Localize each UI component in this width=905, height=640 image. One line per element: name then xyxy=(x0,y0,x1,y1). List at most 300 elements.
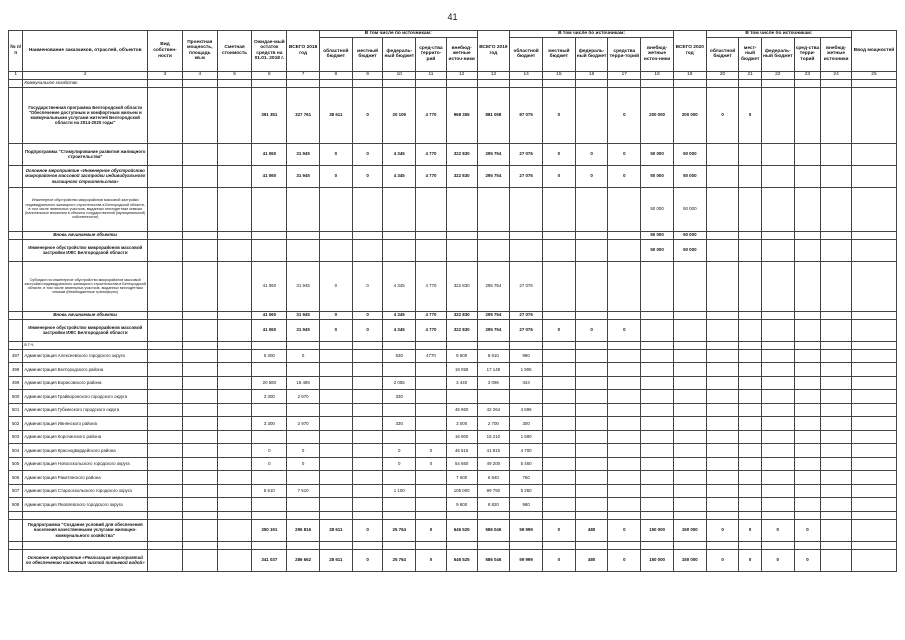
header-sources-2020: В том числе по источникам: xyxy=(706,31,851,38)
cell-value: 0 xyxy=(352,549,383,571)
cell-value xyxy=(794,390,821,404)
cell-value xyxy=(416,79,447,87)
cell-value: 31 945 xyxy=(287,143,320,165)
cell-value xyxy=(821,349,852,363)
cell-value: 20 580 xyxy=(252,376,287,390)
cell-value xyxy=(761,349,794,363)
cell-value xyxy=(739,376,762,390)
row-number xyxy=(9,87,23,143)
cell-value: 1 906 xyxy=(510,363,543,377)
cell-value xyxy=(252,231,287,239)
cell-value xyxy=(706,484,739,498)
cell-value xyxy=(851,143,896,165)
table-row xyxy=(9,87,897,143)
column-number: 7 xyxy=(287,71,320,79)
cell-value xyxy=(761,390,794,404)
cell-value xyxy=(739,484,762,498)
cell-value: 59 999 xyxy=(510,549,543,571)
column-number: 5 xyxy=(217,71,252,79)
cell-value: 322 830 xyxy=(446,143,477,165)
cell-value xyxy=(182,403,217,417)
cell-value: 0 xyxy=(706,519,739,541)
cell-value: 27 076 xyxy=(510,165,543,187)
cell-value xyxy=(352,471,383,485)
cell-value xyxy=(673,79,706,87)
cell-value: 15 210 xyxy=(477,430,510,444)
cell-value xyxy=(182,471,217,485)
cell-value xyxy=(319,430,352,444)
cell-value xyxy=(446,239,477,261)
header-regional: областной бюджет xyxy=(319,37,352,71)
cell-value xyxy=(182,165,217,187)
cell-value xyxy=(252,403,287,417)
cell-value xyxy=(821,430,852,444)
cell-value: 0 xyxy=(352,261,383,311)
row-number xyxy=(9,261,23,311)
row-name: Государственная программа Белгородской области "Обеспечение доступным и комфортным жильем и коммунальными услугами жителей Белгородской области на 2014-2020 годы" xyxy=(23,87,148,143)
cell-value xyxy=(148,471,183,485)
cell-value xyxy=(383,430,416,444)
cell-value xyxy=(739,165,762,187)
cell-value xyxy=(252,187,287,231)
row-number: 505 xyxy=(9,457,23,471)
cell-value xyxy=(217,376,252,390)
cell-value xyxy=(446,511,477,519)
cell-value: 87 075 xyxy=(510,87,543,143)
cell-value xyxy=(794,484,821,498)
cell-value xyxy=(608,363,641,377)
cell-value xyxy=(851,484,896,498)
column-number: 16 xyxy=(575,71,608,79)
cell-value xyxy=(761,165,794,187)
table-row xyxy=(9,341,897,349)
cell-value xyxy=(182,519,217,541)
cell-value: 4 770 xyxy=(416,311,447,319)
cell-value xyxy=(821,403,852,417)
cell-value: 31 945 xyxy=(287,261,320,311)
cell-value xyxy=(821,239,852,261)
cell-value xyxy=(821,519,852,541)
row-name xyxy=(23,541,148,549)
row-number xyxy=(9,541,23,549)
cell-value: 0 xyxy=(608,519,641,541)
header-federal: федераль-ный бюджет xyxy=(383,37,416,71)
header-offbudget: внебюд-жетные источ-ники xyxy=(446,37,477,71)
cell-value xyxy=(739,471,762,485)
cell-value xyxy=(761,541,794,549)
cell-value xyxy=(641,403,674,417)
header-capacity: Проектная мощность, площадь кв.м xyxy=(182,31,217,72)
cell-value xyxy=(851,239,896,261)
cell-value xyxy=(319,341,352,349)
cell-value xyxy=(287,239,320,261)
cell-value xyxy=(608,261,641,311)
table-row xyxy=(9,349,897,363)
cell-value xyxy=(217,165,252,187)
cell-value xyxy=(761,511,794,519)
cell-value: 28 611 xyxy=(319,549,352,571)
cell-value xyxy=(416,187,447,231)
cell-value xyxy=(608,498,641,512)
cell-value xyxy=(794,403,821,417)
cell-value xyxy=(794,87,821,143)
cell-value: 50 000 xyxy=(641,239,674,261)
cell-value xyxy=(477,79,510,87)
cell-value xyxy=(706,363,739,377)
cell-value xyxy=(851,349,896,363)
cell-value: 16 900 xyxy=(446,430,477,444)
header-federal: федераль-ный бюджет xyxy=(761,37,794,71)
cell-value xyxy=(739,349,762,363)
row-number: 498 xyxy=(9,363,23,377)
cell-value: 586 046 xyxy=(477,519,510,541)
cell-value xyxy=(821,511,852,519)
header-num: № п/п xyxy=(9,31,23,72)
column-number: 1 xyxy=(9,71,23,79)
cell-value xyxy=(383,403,416,417)
cell-value xyxy=(851,444,896,458)
cell-value: 2 055 xyxy=(383,376,416,390)
cell-value xyxy=(287,471,320,485)
cell-value: 0 xyxy=(287,457,320,471)
cell-value: 0 xyxy=(542,87,575,143)
cell-value: 0 xyxy=(383,444,416,458)
cell-value xyxy=(352,444,383,458)
row-name: Вновь начинаемые объекты xyxy=(23,311,148,319)
cell-value xyxy=(673,444,706,458)
row-name: Инженерное обустройство микрорайонов массовой застройки ИЖС Белгородской области xyxy=(23,239,148,261)
cell-value xyxy=(148,519,183,541)
cell-value xyxy=(287,79,320,87)
cell-value xyxy=(851,319,896,341)
cell-value xyxy=(542,79,575,87)
cell-value xyxy=(182,311,217,319)
cell-value xyxy=(673,363,706,377)
column-numbers-row xyxy=(9,71,897,79)
cell-value xyxy=(794,187,821,231)
cell-value xyxy=(217,319,252,341)
cell-value xyxy=(821,363,852,377)
cell-value xyxy=(706,417,739,431)
cell-value xyxy=(739,390,762,404)
cell-value xyxy=(706,79,739,87)
cell-value: 530 xyxy=(383,349,416,363)
row-name: Подпрограмма "Стимулирование развития жилищного строительства" xyxy=(23,143,148,165)
cell-value xyxy=(477,390,510,404)
cell-value xyxy=(319,403,352,417)
cell-value xyxy=(821,143,852,165)
cell-value xyxy=(182,541,217,549)
row-number xyxy=(9,187,23,231)
cell-value xyxy=(217,549,252,571)
cell-value xyxy=(761,239,794,261)
cell-value xyxy=(319,376,352,390)
table-row xyxy=(9,363,897,377)
cell-value: 295 754 xyxy=(477,311,510,319)
cell-value xyxy=(542,349,575,363)
cell-value xyxy=(641,261,674,311)
cell-value: 27 076 xyxy=(510,311,543,319)
table-row xyxy=(9,165,897,187)
row-name: Инженерное обустройство микрорайонов массовой застройки индивидуального жилищного строительства в Белгородской области, в том числе земельных участков, выданных многодетным семьям (Капитальные вложения в объекты государственной (муниципальной) собственности) xyxy=(23,187,148,231)
cell-value: 9 800 xyxy=(446,498,477,512)
cell-value xyxy=(542,187,575,231)
cell-value: 150 000 xyxy=(673,549,706,571)
cell-value xyxy=(287,341,320,349)
table-row xyxy=(9,79,897,87)
cell-value xyxy=(182,261,217,311)
cell-value xyxy=(608,541,641,549)
cell-value xyxy=(851,363,896,377)
cell-value xyxy=(761,376,794,390)
cell-value xyxy=(673,390,706,404)
row-number xyxy=(9,79,23,87)
cell-value: 27 076 xyxy=(510,143,543,165)
cell-value xyxy=(352,341,383,349)
cell-value: 0 xyxy=(761,549,794,571)
column-number: 23 xyxy=(794,71,821,79)
cell-value xyxy=(416,430,447,444)
cell-value xyxy=(510,511,543,519)
header-input: Ввод мощностей xyxy=(851,31,896,72)
cell-value xyxy=(739,430,762,444)
cell-value xyxy=(352,403,383,417)
cell-value xyxy=(352,430,383,444)
cell-value: 295 754 xyxy=(477,165,510,187)
table-row xyxy=(9,430,897,444)
cell-value: 5 300 xyxy=(252,349,287,363)
cell-value xyxy=(182,239,217,261)
row-number xyxy=(9,239,23,261)
cell-value xyxy=(252,541,287,549)
cell-value xyxy=(352,498,383,512)
row-number xyxy=(9,165,23,187)
cell-value xyxy=(182,143,217,165)
cell-value: 7 510 xyxy=(287,484,320,498)
cell-value xyxy=(542,498,575,512)
cell-value xyxy=(510,390,543,404)
cell-value: 19 059 xyxy=(446,363,477,377)
cell-value xyxy=(608,231,641,239)
cell-value xyxy=(217,430,252,444)
cell-value xyxy=(673,349,706,363)
cell-value xyxy=(761,498,794,512)
cell-value xyxy=(706,165,739,187)
cell-value: 350 191 xyxy=(252,519,287,541)
cell-value xyxy=(446,231,477,239)
cell-value xyxy=(217,444,252,458)
cell-value xyxy=(319,484,352,498)
header-territorial: сред-ства террито-рий xyxy=(416,37,447,71)
row-number xyxy=(9,143,23,165)
cell-value xyxy=(217,349,252,363)
cell-value: 3 000 xyxy=(446,417,477,431)
cell-value xyxy=(608,417,641,431)
cell-value xyxy=(608,511,641,519)
cell-value xyxy=(287,187,320,231)
column-number: 3 xyxy=(148,71,183,79)
cell-value: 0 xyxy=(416,444,447,458)
cell-value xyxy=(575,511,608,519)
column-number: 12 xyxy=(446,71,477,79)
cell-value xyxy=(821,187,852,231)
cell-value xyxy=(319,498,352,512)
cell-value xyxy=(477,511,510,519)
cell-value xyxy=(319,541,352,549)
column-number: 10 xyxy=(383,71,416,79)
column-number: 25 xyxy=(851,71,896,79)
cell-value: 50 000 xyxy=(641,165,674,187)
cell-value xyxy=(794,341,821,349)
cell-value: 41 060 xyxy=(252,311,287,319)
cell-value: 5 460 xyxy=(510,457,543,471)
cell-value xyxy=(821,549,852,571)
row-number xyxy=(9,549,23,571)
cell-value xyxy=(851,87,896,143)
cell-value xyxy=(608,239,641,261)
cell-value xyxy=(477,541,510,549)
cell-value xyxy=(319,239,352,261)
cell-value: 0 xyxy=(575,319,608,341)
cell-value xyxy=(148,390,183,404)
row-name: Администрация Борисовского района xyxy=(23,376,148,390)
cell-value xyxy=(761,484,794,498)
row-name: Администрация Старооскольского городского округа xyxy=(23,484,148,498)
table-header xyxy=(9,31,897,80)
cell-value xyxy=(416,498,447,512)
cell-value xyxy=(821,341,852,349)
cell-value xyxy=(761,231,794,239)
cell-value xyxy=(575,363,608,377)
cell-value xyxy=(761,457,794,471)
cell-value xyxy=(477,187,510,231)
cell-value: 105 000 xyxy=(446,484,477,498)
cell-value xyxy=(641,457,674,471)
cell-value: 344 xyxy=(510,376,543,390)
cell-value: 0 xyxy=(575,165,608,187)
cell-value xyxy=(542,363,575,377)
cell-value: 150 000 xyxy=(641,549,674,571)
cell-value xyxy=(352,457,383,471)
cell-value: 322 830 xyxy=(446,165,477,187)
row-name: в т.ч. xyxy=(23,341,148,349)
cell-value xyxy=(217,519,252,541)
cell-value xyxy=(608,390,641,404)
cell-value: 0 xyxy=(542,165,575,187)
cell-value: 0 xyxy=(416,549,447,571)
cell-value: 27 076 xyxy=(510,261,543,311)
header-cost: Сметная стоимость xyxy=(217,31,252,72)
cell-value xyxy=(851,403,896,417)
cell-value xyxy=(851,471,896,485)
cell-value xyxy=(794,541,821,549)
cell-value xyxy=(673,319,706,341)
cell-value: 8 610 xyxy=(252,484,287,498)
cell-value xyxy=(794,417,821,431)
cell-value xyxy=(148,417,183,431)
cell-value: 41 060 xyxy=(252,319,287,341)
cell-value xyxy=(673,457,706,471)
cell-value xyxy=(182,79,217,87)
cell-value xyxy=(148,319,183,341)
cell-value: 0 xyxy=(319,143,352,165)
row-number xyxy=(9,319,23,341)
header-territorial: сред-ства терри-торий xyxy=(794,37,821,71)
cell-value xyxy=(761,319,794,341)
cell-value xyxy=(575,376,608,390)
column-number: 4 xyxy=(182,71,217,79)
cell-value xyxy=(287,511,320,519)
cell-value xyxy=(821,261,852,311)
cell-value xyxy=(706,376,739,390)
cell-value xyxy=(446,341,477,349)
cell-value xyxy=(851,231,896,239)
column-number: 6 xyxy=(252,71,287,79)
cell-value xyxy=(217,311,252,319)
table-row xyxy=(9,484,897,498)
cell-value xyxy=(739,403,762,417)
cell-value xyxy=(821,498,852,512)
row-name: Администрация Краснogвардейского района xyxy=(23,444,148,458)
cell-value xyxy=(416,231,447,239)
cell-value xyxy=(739,457,762,471)
cell-value: 3 440 xyxy=(446,376,477,390)
cell-value: 4 700 xyxy=(510,444,543,458)
cell-value: 0 xyxy=(319,261,352,311)
row-number xyxy=(9,511,23,519)
cell-value xyxy=(794,239,821,261)
cell-value xyxy=(739,261,762,311)
cell-value xyxy=(851,79,896,87)
cell-value xyxy=(542,417,575,431)
cell-value xyxy=(319,363,352,377)
cell-value xyxy=(608,79,641,87)
cell-value: 0 xyxy=(542,143,575,165)
cell-value xyxy=(182,484,217,498)
row-number: 500 xyxy=(9,390,23,404)
cell-value: 3 300 xyxy=(252,417,287,431)
cell-value xyxy=(182,511,217,519)
cell-value xyxy=(352,417,383,431)
cell-value xyxy=(641,471,674,485)
cell-value xyxy=(761,187,794,231)
cell-value xyxy=(641,417,674,431)
cell-value: 41 060 xyxy=(252,261,287,311)
cell-value xyxy=(148,311,183,319)
cell-value xyxy=(148,187,183,231)
cell-value xyxy=(542,484,575,498)
cell-value xyxy=(794,165,821,187)
table-row xyxy=(9,403,897,417)
cell-value xyxy=(575,261,608,311)
cell-value xyxy=(761,430,794,444)
cell-value xyxy=(608,341,641,349)
cell-value xyxy=(416,390,447,404)
cell-value xyxy=(851,165,896,187)
cell-value xyxy=(217,403,252,417)
cell-value: 0 xyxy=(706,87,739,143)
cell-value: 0 xyxy=(608,549,641,571)
cell-value: 341 037 xyxy=(252,549,287,571)
cell-value xyxy=(352,541,383,549)
cell-value xyxy=(794,79,821,87)
cell-value xyxy=(641,390,674,404)
cell-value xyxy=(575,87,608,143)
cell-value xyxy=(148,457,183,471)
cell-value: 0 xyxy=(608,143,641,165)
table-row xyxy=(9,390,897,404)
cell-value xyxy=(761,87,794,143)
